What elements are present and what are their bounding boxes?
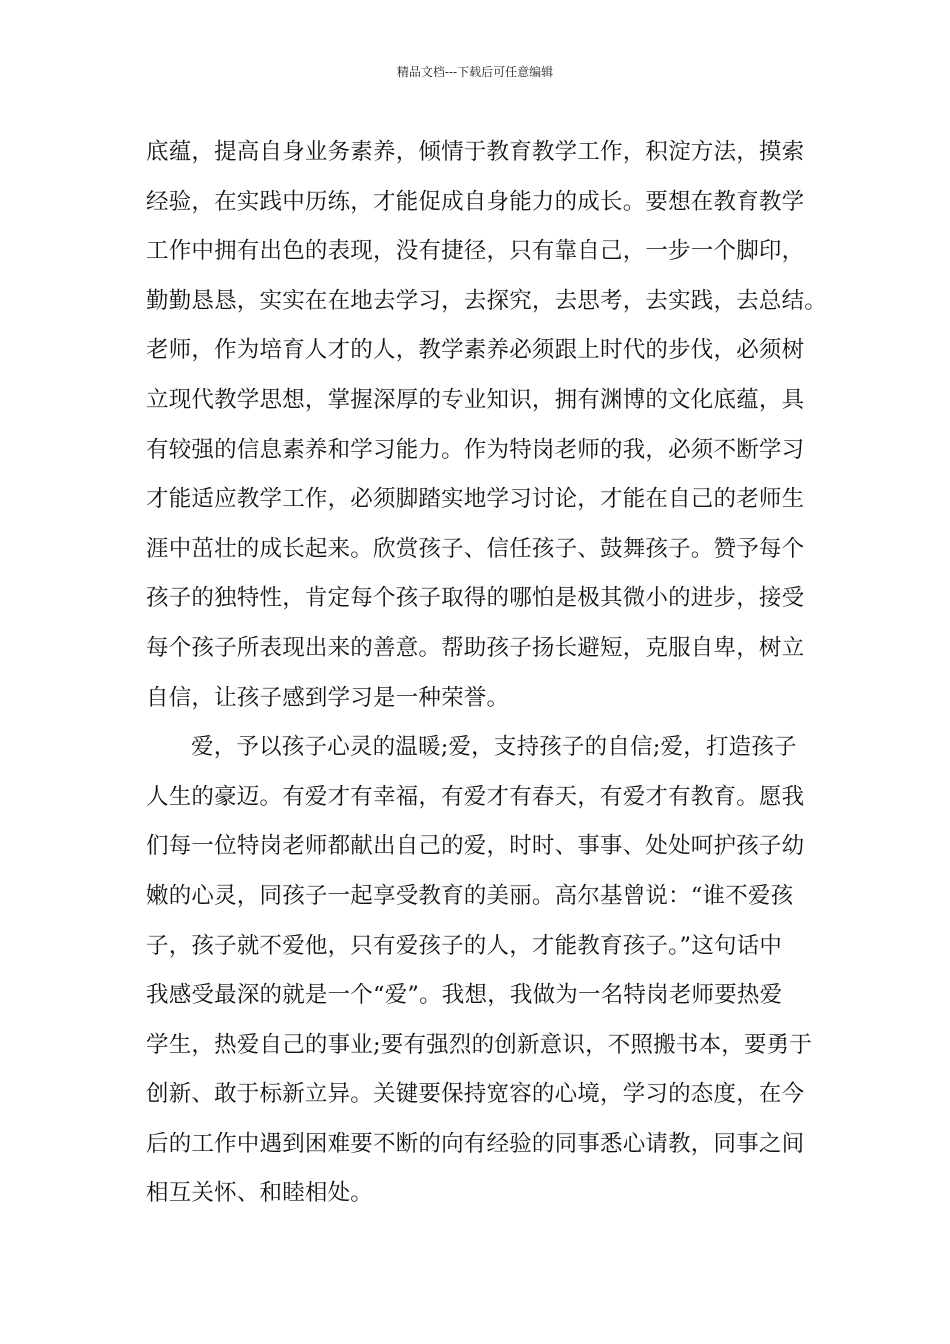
- text-line: 创新、敢于标新立异。关键要保持宽容的心境，学习的态度，在今: [146, 1081, 805, 1108]
- paragraph-1: [146, 128, 826, 723]
- text-line: 爱，予以孩子心灵的温暖;爱，支持孩子的自信;爱，打造孩子: [191, 734, 797, 761]
- text-line: 相互关怀、和睦相处。: [146, 1180, 374, 1207]
- text-line: 人生的豪迈。有爱才有幸福，有爱才有春天，有爱才有教育。愿我: [146, 783, 805, 810]
- text-line: 立现代教学思想，掌握深厚的专业知识，拥有渊博的文化底蕴，具: [146, 386, 805, 413]
- text-line: 学生，热爱自己的事业;要有强烈的创新意识，不照搬书本，要勇于: [146, 1031, 813, 1058]
- page-header: 精品文档---下载后可任意编辑: [396, 65, 554, 79]
- text-line: 我感受最深的就是一个“爱”。我想，我做为一名特岗老师要热爱: [146, 982, 783, 1009]
- text-line: 嫩的心灵，同孩子一起享受教育的美丽。高尔基曾说：“谁不爱孩: [146, 882, 794, 909]
- text-line: 自信，让孩子感到学习是一种荣誉。: [146, 684, 510, 711]
- text-line: 们每一位特岗老师都献出自己的爱，时时、事事、处处呵护孩子幼: [146, 833, 805, 860]
- paragraph-2: [146, 723, 826, 1219]
- text-line: 老师，作为培育人才的人，教学素养必须跟上时代的步伐，必须树: [146, 337, 805, 364]
- text-line: 工作中拥有出色的表现，没有捷径，只有靠自己，一步一个脚印，: [146, 238, 805, 265]
- document-body: [146, 128, 826, 1219]
- text-line: 经验，在实践中历练，才能促成自身能力的成长。要想在教育教学: [146, 188, 805, 215]
- text-line: 子，孩子就不爱他，只有爱孩子的人，才能教育孩子。”这句话中: [146, 932, 783, 959]
- text-line: 每个孩子所表现出来的善意。帮助孩子扬长避短，克服自卑，树立: [146, 634, 805, 661]
- text-line: 底蕴，提高自身业务素养，倾情于教育教学工作，积淀方法，摸索: [146, 139, 805, 165]
- text-line: 后的工作中遇到困难要不断的向有经验的同事悉心请教，同事之间: [146, 1130, 805, 1157]
- text-line: 才能适应教学工作，必须脚踏实地学习讨论，才能在自己的老师生: [146, 486, 805, 513]
- text-line: 涯中茁壮的成长起来。欣赏孩子、信任孩子、鼓舞孩子。赞予每个: [146, 535, 805, 562]
- text-line: 有较强的信息素养和学习能力。作为特岗老师的我，必须不断学习: [146, 436, 805, 463]
- text-line: 孩子的独特性，肯定每个孩子取得的哪怕是极其微小的进步，接受: [146, 585, 805, 612]
- text-line: 勤勤恳恳，实实在在地去学习，去探究，去思考，去实践，去总结。: [146, 287, 828, 314]
